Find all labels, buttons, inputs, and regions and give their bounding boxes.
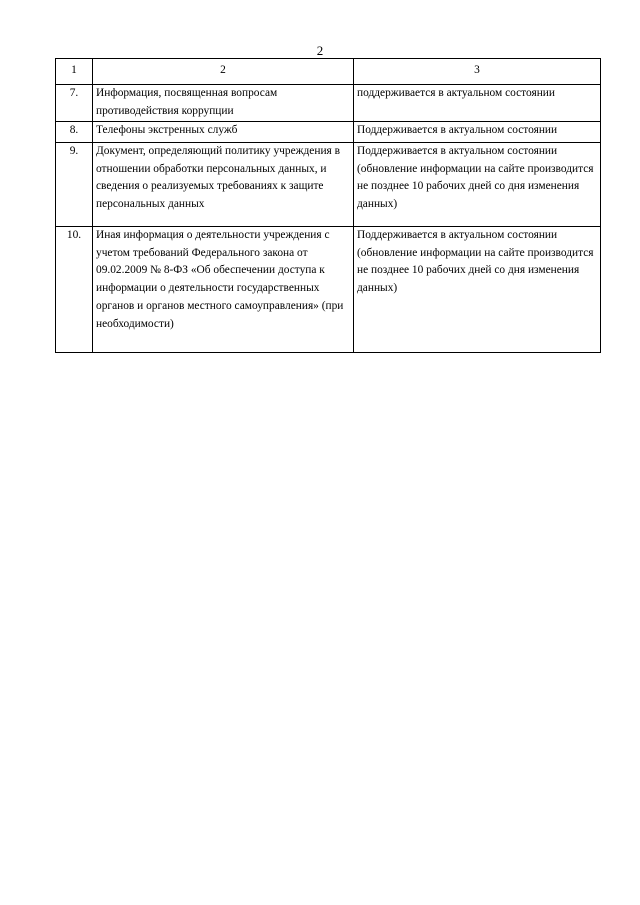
row-item: Телефоны экстренных служб	[93, 122, 354, 143]
table-row	[56, 122, 601, 143]
row-item: Информация, посвященная вопросам противодействия коррупции	[93, 85, 354, 122]
row-status: Поддерживается в актуальном состоянии (обновление информации на сайте производится не позднее 10 рабочих дней со дня изменения данных)	[354, 143, 601, 227]
information-table	[55, 58, 601, 353]
row-number: 10.	[56, 227, 93, 353]
row-number: 7.	[56, 85, 93, 122]
row-item: Иная информация о деятельности учреждения с учетом требований Федерального закона от 09.02.2009 № 8-ФЗ «Об обеспечении доступа к информации о деятельности государственных органов и органов местного самоуправления» (при необходимости)	[93, 227, 354, 353]
row-status: поддерживается в актуальном состоянии	[354, 85, 601, 122]
row-status: Поддерживается в актуальном состоянии	[354, 122, 601, 143]
table-header-row	[56, 59, 601, 85]
page-number: 2	[316, 43, 324, 58]
row-number: 8.	[56, 122, 93, 143]
row-status: Поддерживается в актуальном состоянии (обновление информации на сайте производится не позднее 10 рабочих дней со дня изменения данных)	[354, 227, 601, 353]
column-header-status: 3	[354, 59, 601, 85]
table-row	[56, 143, 601, 227]
row-item: Документ, определяющий политику учреждения в отношении обработки персональных данных, и сведения о реализуемых требованиях к защите персональных данных	[93, 143, 354, 227]
table-row	[56, 85, 601, 122]
table-row	[56, 227, 601, 353]
column-header-number: 1	[56, 59, 93, 85]
row-number: 9.	[56, 143, 93, 227]
column-header-item: 2	[93, 59, 354, 85]
